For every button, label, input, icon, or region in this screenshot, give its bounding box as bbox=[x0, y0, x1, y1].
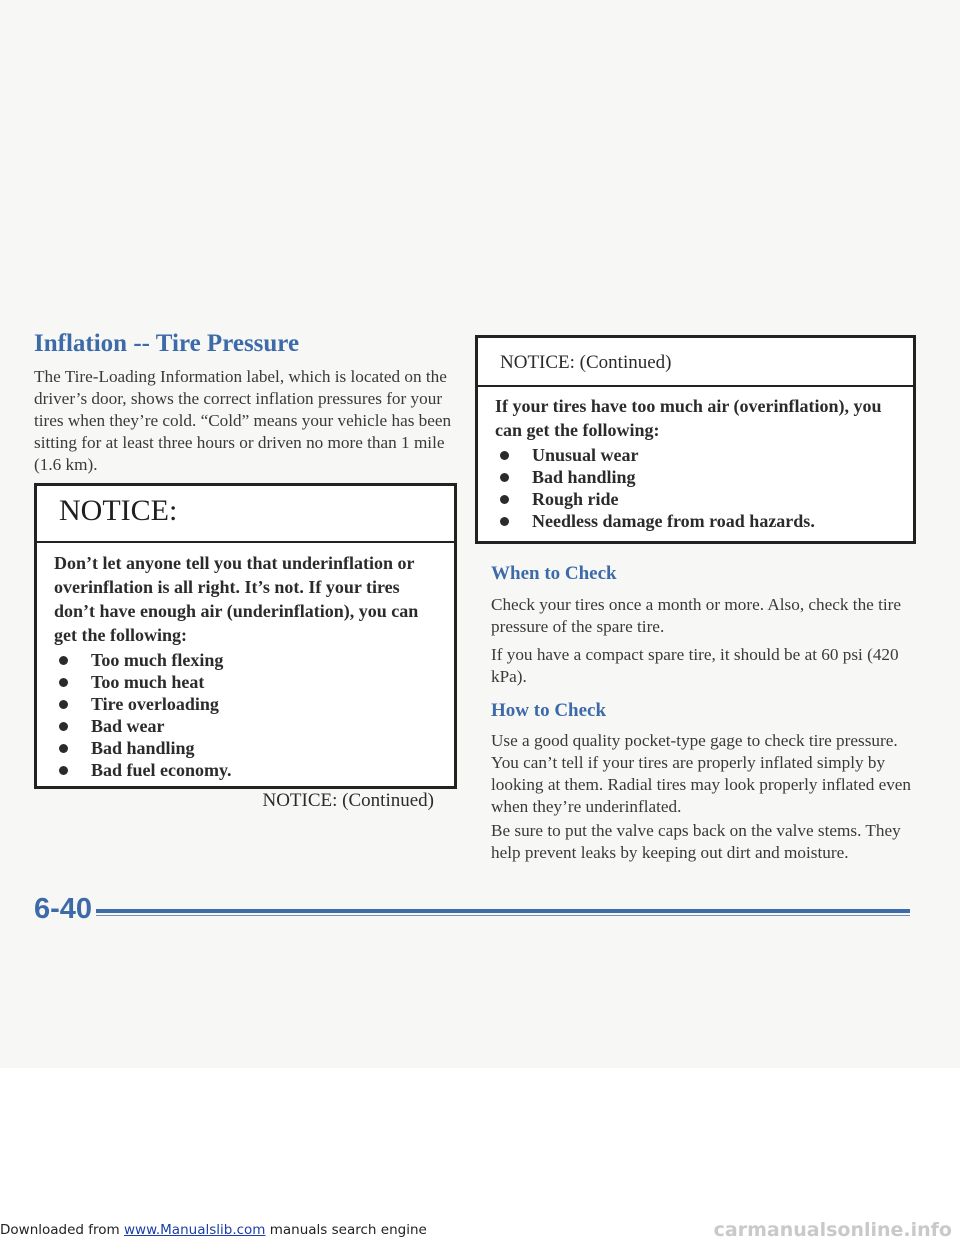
how-to-check-heading: How to Check bbox=[491, 700, 607, 721]
notice-title: NOTICE: bbox=[37, 486, 454, 543]
when-to-check-heading: When to Check bbox=[491, 563, 617, 584]
when-to-check-paragraph-1: Check your tires once a month or more. Also, check the tire pressure of the spare tire. bbox=[491, 595, 901, 636]
how-to-check-paragraph-2: Be sure to put the valve caps back on the valve stems. They help prevent leaks by keeping out dirt and moisture. bbox=[491, 821, 901, 862]
intro-paragraph: The Tire-Loading Information label, which is located on the driver’s door, shows the correct inflation pressures for your tires when they’re cold. “Cold” means your vehicle has been sitting for at least three hours or driven no more than 1 mile (1.6 km). bbox=[34, 367, 452, 474]
list-item: Unusual wear bbox=[495, 444, 903, 466]
section-title: Inflation -- Tire Pressure bbox=[34, 330, 300, 357]
notice-title: NOTICE: (Continued) bbox=[478, 338, 913, 387]
when-to-check-paragraph-2: If you have a compact spare tire, it should be at 60 psi (420 kPa). bbox=[491, 645, 899, 686]
footer-rule-thin bbox=[96, 915, 910, 916]
notice-box-underinflation bbox=[34, 483, 457, 811]
footer-rule bbox=[96, 909, 910, 913]
download-footer bbox=[0, 1222, 427, 1238]
notice-bullet-list bbox=[54, 649, 444, 781]
how-to-check-paragraph-1: Use a good quality pocket-type gage to check tire pressure. You can’t tell if your tires are properly inflated simply by looking at them. Radial tires may look properly inflated even when they’re underinflated. bbox=[491, 731, 912, 816]
list-item: Tire overloading bbox=[54, 693, 444, 715]
watermark-text: carmanualsonline.info bbox=[713, 1219, 952, 1241]
list-item: Bad fuel economy. bbox=[54, 759, 444, 781]
list-item: Too much heat bbox=[54, 671, 444, 693]
notice-text: If your tires have too much air (overinflation), you can get the following: bbox=[495, 396, 882, 440]
list-item: Bad wear bbox=[54, 715, 444, 737]
notice-box-overinflation bbox=[475, 335, 916, 544]
list-item: Rough ride bbox=[495, 488, 903, 510]
notice-text: Don’t let anyone tell you that underinflation or overinflation is all right. It’s not. If your tires don’t have enough air (underinflation), you can get the following: bbox=[54, 553, 419, 645]
page-number: 6-40 bbox=[34, 893, 93, 925]
list-item: Bad handling bbox=[54, 737, 444, 759]
list-item: Bad handling bbox=[495, 466, 903, 488]
notice-bullet-list bbox=[495, 444, 903, 532]
list-item: Needless damage from road hazards. bbox=[495, 510, 903, 532]
footer-prefix: Downloaded from bbox=[0, 1222, 124, 1238]
footer-suffix: manuals search engine bbox=[265, 1222, 427, 1238]
manualslib-link[interactable]: www.Manualslib.com bbox=[123, 1222, 266, 1238]
list-item: Too much flexing bbox=[54, 649, 444, 671]
notice-continued-label: NOTICE: (Continued) bbox=[262, 790, 434, 811]
